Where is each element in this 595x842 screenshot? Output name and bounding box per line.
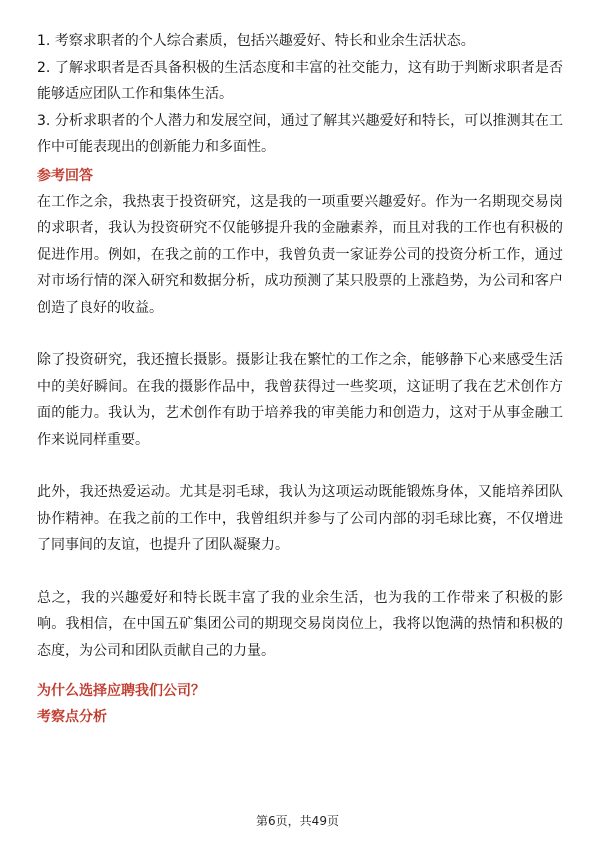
paragraph-gap [37,664,563,678]
paragraph-gap [37,321,563,347]
document-body [37,28,563,730]
paragraph-gap [37,559,563,585]
next-question-heading: 为什么选择应聘我们公司？ [37,683,205,699]
answer-heading: 参考回答 [37,167,93,184]
paragraph-gap [37,453,563,479]
answer-paragraph-4: 总之，我的兴趣爱好和特长既丰富了我的业余生活，也为我的工作带来了积极的影响。我相信，在中国五矿集团公司的期现交易岗岗位上，我将以饱满的热情和积极的态度，为公司和团队贡献自己的力量。 [37,589,563,659]
answer-paragraph-2: 除了投资研究，我还擅长摄影。摄影让我在繁忙的工作之余，能够静下心来感受生活中的美好瞬间。在我的摄影作品中，我曾获得过一些奖项，这证明了我在艺术创作方面的能力。我认为，艺术创作有助于培养我的审美能力和创造力，这对于从事金融工作来说同样重要。 [37,352,563,448]
intro-point-1: 1. 考察求职者的个人综合素质，包括兴趣爱好、特长和业余生活状态。 [37,33,475,49]
answer-paragraph-1: 在工作之余，我热衷于投资研究，这是我的一项重要兴趣爱好。作为一名期现交易岗的求职者，我认为投资研究不仅能够提升我的金融素养，而且对我的工作也有积极的促进作用。例如，在我之前的工作中，我曾负责一家证券公司的投资分析工作，通过对市场行情的深入研究和数据分析，成功预测了某只股票的上涨趋势，为公司和客户创造了良好的收益。 [37,193,563,316]
page-number: 第6页，共49页 [256,814,339,828]
intro-point-2: 2. 了解求职者是否具备积极的生活态度和丰富的社交能力，这有助于判断求职者是否能够适应团队工作和集体生活。 [37,59,563,102]
analysis-heading: 考察点分析 [37,709,107,725]
answer-paragraph-3: 此外，我还热爱运动。尤其是羽毛球，我认为这项运动既能锻炼身体，又能培养团队协作精神。在我之前的工作中，我曾组织并参与了公司内部的羽毛球比赛，不仅增进了同事间的友谊，也提升了团队凝聚力。 [37,484,563,553]
intro-point-3: 3. 分析求职者的个人潜力和发展空间，通过了解其兴趣爱好和特长，可以推测其在工作中可能表现出的创新能力和多面性。 [37,112,563,155]
